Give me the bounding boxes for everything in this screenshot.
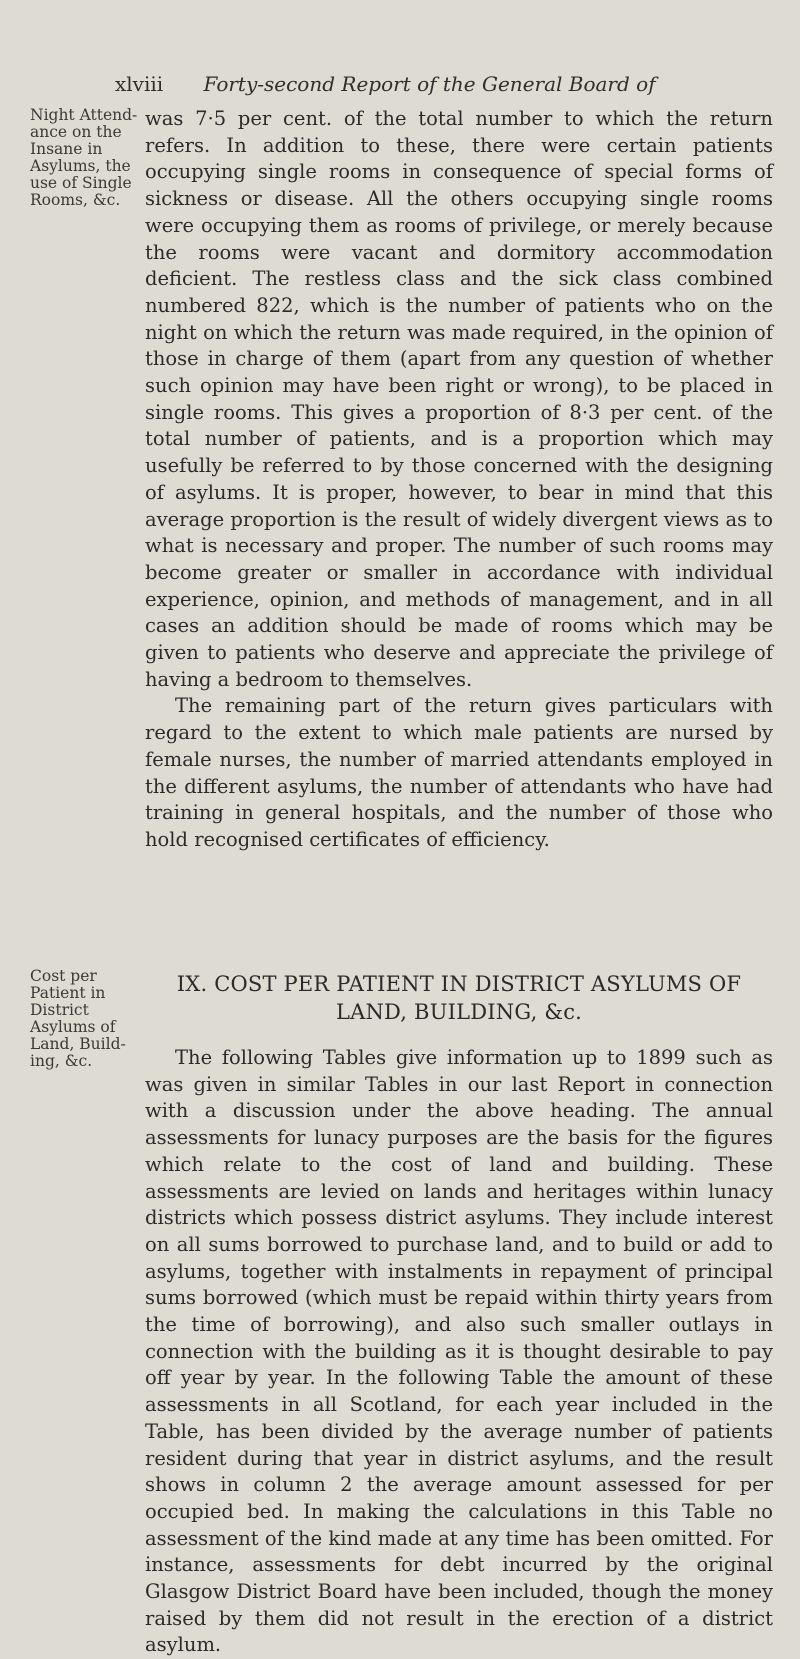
section-heading-line: LAND, BUILDING, &c. [335,1000,583,1024]
body-text-lower [145,1045,773,1659]
paragraph-return-particulars: The remaining part of the return gives particulars with regard to the extent to which male patients are nursed by female nurses, the number of married attendants employed in the different asylums, the number of attendants who have had training in general hospitals, and the number of those who hold recognised certificates of efficiency. [145,694,773,851]
margin-note-line: Rooms, &c. [30,191,121,209]
page-number: xlviii [115,72,164,96]
margin-note-cost-per-patient [30,967,126,1070]
paragraph-cost-tables: The following Tables give information up to 1899 such as was given in similar Tables in our last Report in connection with a discussion under the above heading. The annual assessments for lunacy purposes are the basis for the figures which relate to the cost of land and building. These assessments are levied on lands and heritages within lunacy districts which possess district asylums. They include interest on all sums borrowed to purchase land, and to build or add to asylums, together with instalments in repayment of principal sums borrowed (which must be repaid within thirty years from the time of borrowing), and also such smaller outlays in connection with the building as it is thought desirable to pay off year by year. In the following Table the amount of these assessments in all Scotland, for each year included in the Table, has been divided by the average number of patients resident during that year in district asylums, and the result shows in column 2 the average amount assessed for per occupied bed. In making the calculations in this Table no assessment of the kind made at any time has been omitted. For instance, assessments for debt incurred by the original Glasgow District Board have been included, though the money raised by them did not result in the erection of a district asylum. [145,1046,773,1657]
margin-note-line: Cost per [30,967,97,985]
paragraph-single-rooms: was 7·5 per cent. of the total number to which the return refers. In addition to these, there were certain patients occupying single rooms in consequence of special forms of sickness or disease. All the others occupying single rooms were occupying them as rooms of privilege, or merely because the rooms were vacant and dormitory accommodation deficient. The restless class and the sick class combined numbered 822, which is the number of patients who on the night on which the return was made required, in the opinion of those in charge of them (apart from any question of whether such opinion may have been right or wrong), to be placed in single rooms. This gives a proportion of 8·3 per cent. of the total number of patients, and is a proportion which may usefully be referred to by those concerned with the designing of asylums. It is proper, however, to bear in mind that this average proportion is the result of widely divergent views as to what is necessary and proper. The number of such rooms may become greater or smaller in accordance with individual experience, opinion, and methods of management, and in all cases an addition should be made of rooms which may be given to patients who deserve and appreciate the privilege of having a bedroom to themselves. [145,107,773,691]
margin-note-line: Night Attend- [30,106,138,124]
section-heading-line: IX. COST PER PATIENT IN DISTRICT ASYLUMS OF [176,972,742,996]
page-header [115,72,715,96]
margin-note-line: Asylums of [30,1018,116,1036]
margin-note-line: District [30,1001,89,1019]
margin-note-line: use of Single [30,174,132,192]
margin-note-line: Patient in [30,984,106,1002]
section-heading [145,970,773,1026]
margin-note-line: Land, Build- [30,1035,126,1053]
margin-note-line: Asylums, the [30,157,131,175]
margin-note-night-attendance [30,106,138,209]
margin-note-line: ing, &c. [30,1052,93,1070]
margin-note-line: ance on the [30,123,122,141]
body-text-upper [145,106,773,854]
running-title: Forty-second Report of the General Board of [203,72,656,96]
margin-note-line: Insane in [30,140,103,158]
